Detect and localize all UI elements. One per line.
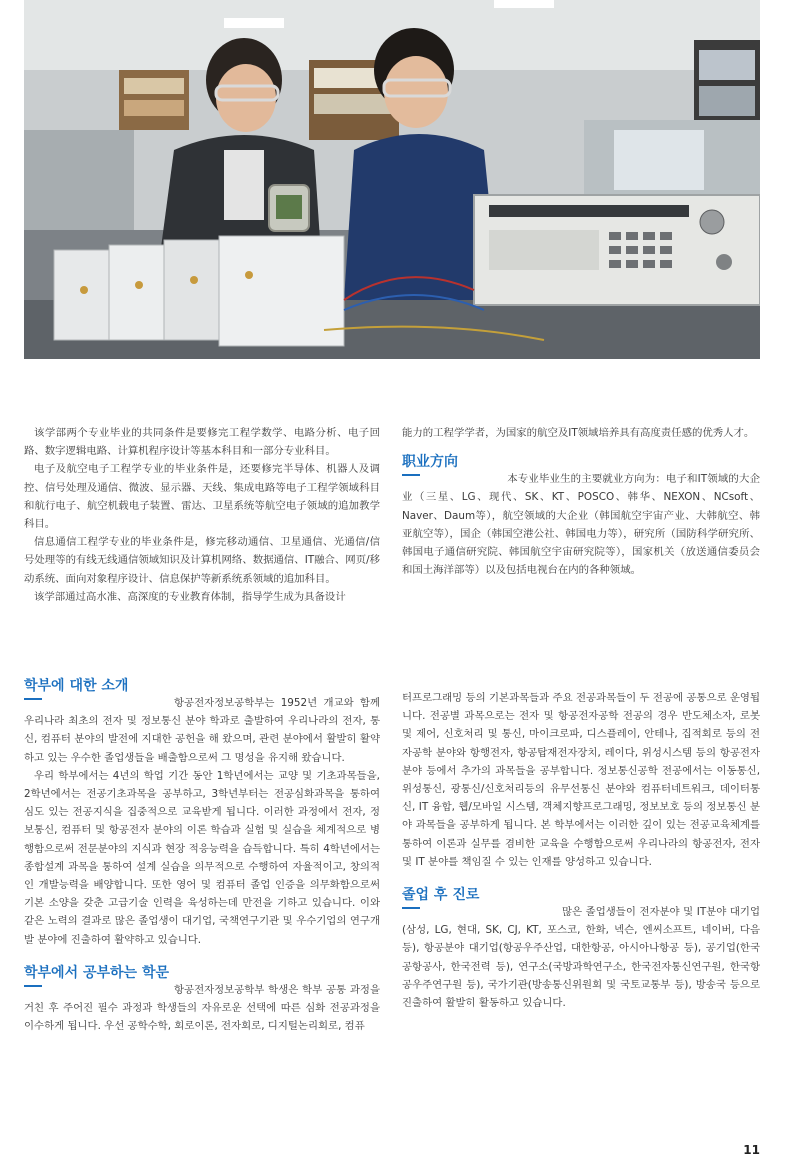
- cn-right-column: [402, 424, 760, 579]
- heading-underline: [24, 985, 42, 987]
- cn-paragraph: 信息通信工程学专业的毕业条件是，修完移动通信、卫星通信、光通信/信号处理等的有线无线通信领域知识及计算机网络、数据通信、IT融合、网页/移动系统、面向对象程序设计、信息保护等新系统系领域的追加科目。: [24, 536, 380, 585]
- heading-underline: [24, 698, 42, 700]
- kr-career-text: 많은 졸업생들이 전자분야 및 IT분야 대기업(삼성, LG, 현대, SK, CJ, KT, 포스코, 한화, 넥슨, 엔씨소프트, 네이버, 다음 등), 항공분야 대기업(항공우주산업, 대한항공, 아시아나항공 등), 공기업(한국공항공사, 한국전력 등), 연구소(국방과학연구소, 한국전자통신연구원, 한국항공우주연구원 등), 국가기관(방송통신위원회 및 국토교통부 등), 방송국 등으로 진출하여 활발히 활동하고 있습니다.: [402, 906, 760, 1010]
- kr-intro-text-1: 항공전자정보공학부는 1952년 개교와 함께 우리나라 최초의 전자 및 정보통신 분야 학과로 출발하여 우리나라의 전자, 통신, 컴퓨터 분야의 발전에 지대한 공헌을 해 왔으며, 관련 분야에서 활발히 활약하고 있는 우수한 졸업생들을 배출함으로써 그 명성을 유지해 왔습니다.: [24, 697, 380, 764]
- cn-career-text: 本专业毕业生的主要就业方向为：电子和IT领域的大企业（三星、LG、现代、SK、KT、POSCO、韩华、NEXON、NCsoft、Naver、Daum等），航空领域的大企业（韩国航空宇宙产业、大韩航空、韩亚航空等），国企（韩国空港公社、韩国电力等），研究所（国防科学研究所、韩国电子通信研究院、韩国航空宇宙研究院等），国家机关（放送通信委员会和国土海洋部等）以及包括电视台在内的各种领域。: [402, 473, 760, 577]
- kr-intro-text-2: 우리 학부에서는 4년의 학업 기간 동안 1학년에서는 교양 및 기초과목들을, 2학년에서는 전공기초과목을 공부하고, 3학년부터는 전공심화과목을 통하여 심도 있는 전공지식을 집중적으로 교육받게 됩니다. 이러한 과정에서 전자, 정보통신, 컴퓨터 및 항공전자 분야의 이론 학습과 실험 및 실습을 체계적으로 병행함으로써 전문분야의 지식과 현장 적응능력을 습득합니다. 특히 4학년에서는 종합설계 과목을 통하여 설계 실습을 의무적으로 수행하여 자율적이고, 창의적인 개발능력을 배양합니다. 또한 영어 및 컴퓨터 졸업 인증을 의무화함으로써 기본 소양을 갖춘 고급기술 인력을 육성하는데 만전을 기하고 있습니다. 이와 같은 노력의 결과로 많은 졸업생이 대기업, 국책연구기관 및 우수기업의 연구개발 분야에 진출하여 활약하고 있습니다.: [24, 769, 380, 946]
- heading-underline: [402, 474, 420, 476]
- cn-career-heading-block: [402, 452, 760, 476]
- cn-paragraph: 该学部两个专业毕业的共同条件是要修完工程学数学、电路分析、电子回路、数字逻辑电路、计算机程序设计等基本科目和一部分专业科目。: [24, 427, 380, 458]
- kr-career-heading: 졸업 후 진로: [402, 887, 480, 904]
- kr-study-text-1: 항공전자정보공학부 학생은 학부 공통 과정을 거친 후 주어진 필수 과정과 학생들의 자유로운 선택에 따른 심화 전공과정을 이수하게 됩니다. 우선 공학수학, 회로이론, 전자회로, 디지털논리회로, 컴퓨: [24, 983, 380, 1033]
- kr-study-heading-block: [24, 963, 380, 987]
- kr-career-heading-block: [402, 885, 760, 909]
- kr-study-heading: 학부에서 공부하는 학문: [24, 964, 169, 981]
- kr-intro-heading: 학부에 대한 소개: [24, 678, 129, 694]
- section-gap: [24, 949, 380, 963]
- kr-study-para-1: [24, 981, 380, 1036]
- section-gap: [402, 871, 760, 885]
- kr-right-column: [402, 689, 760, 1012]
- kr-intro-para-1: [24, 694, 380, 767]
- cn-paragraph: 电子及航空电子工程学专业的毕业条件是，还要修完半导体、机器人及调控、信号处理及通信、微波、显示器、天线、集成电路等电子工程学领域科目和航行电子、航空机载电子装置、雷达、卫星系统等航空电子领域的追加教学科目。: [24, 463, 380, 531]
- heading-underline: [402, 907, 420, 909]
- cn-continuation-text: 能力的工程学学者，为国家的航空及IT领域培养具有高度责任感的优秀人才。: [402, 427, 755, 439]
- cn-career-heading: 职业方向: [402, 454, 458, 471]
- kr-career-para: [402, 903, 760, 1012]
- cn-left-column: [24, 424, 380, 606]
- page-number: 11: [743, 1143, 760, 1157]
- lab-photo: [24, 0, 760, 359]
- cn-paragraph: 该学部通过高水准、高深度的专业教育体制，指导学生成为具备设计: [34, 590, 346, 603]
- cn-career-para: [402, 470, 760, 579]
- kr-study-continuation: 터프로그래밍 등의 기본과목들과 주요 전공과목들이 두 전공에 공통으로 운영됩니다. 전공별 과목으로는 전자 및 항공전자공학 전공의 경우 반도체소자, 로봇 및 제어, 신호처리 및 통신, 마이크로파, 디스플레이, 안테나, 집적회로 등의 전자공학 분야와 항행전자, 항공탑재전자장치, 레이다, 위성시스템 등의 항공전자 분야 등에서 추가의 과목들을 공부합니다. 정보통신공학 전공에서는 이동통신, 위성통신, 광통신/신호처리등의 유무선통신 분야와 컴퓨터네트워크, 데이터통신, IT 융합, 웹/모바일 시스템, 객체지향프로그래밍, 정보보호 등의 정보통신 분야 과목들을 공부하게 됩니다. 본 학부에서는 이러한 깊이 있는 전공교육체계를 통하여 이론과 실무를 겸비한 교육을 수행함으로써 우리나라의 항공전자, 전자 및 IT 분야를 책임질 수 있는 인재를 양성하고 있습니다.: [402, 692, 760, 868]
- kr-left-column: [24, 676, 380, 1035]
- kr-intro-heading-block: [24, 676, 380, 700]
